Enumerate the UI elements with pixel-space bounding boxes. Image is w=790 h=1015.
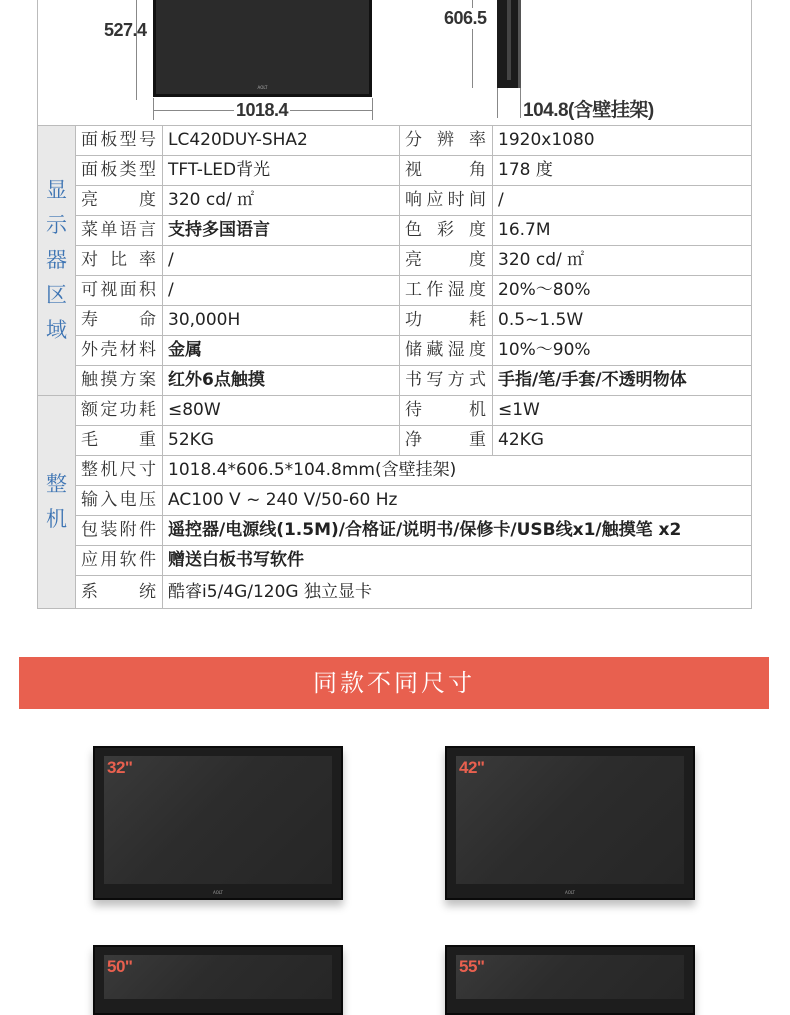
width-tick-left <box>153 98 154 120</box>
panel-model: LC420DUY-SHA2 <box>163 126 400 156</box>
response-label: 响应时间 <box>400 186 493 216</box>
screen-image <box>456 756 684 884</box>
system: 酷睿i5/4G/120G 独立显卡 <box>163 576 752 609</box>
life-label: 寿 命 <box>76 306 163 336</box>
response: / <box>493 186 752 216</box>
table-row <box>38 246 752 276</box>
view-angle: 178 度 <box>493 156 752 186</box>
side-height-dimension: 606.5 <box>444 8 487 28</box>
width-dimension: 1018.4 <box>236 100 289 120</box>
table-row <box>38 306 752 336</box>
color-label: 色 彩 度 <box>400 216 493 246</box>
table-row <box>38 426 752 456</box>
table-row <box>38 486 752 516</box>
table-row <box>38 366 752 396</box>
screen-image <box>456 955 684 999</box>
size-label: 50" <box>107 957 133 976</box>
work-humidity-label: 工作湿度 <box>400 276 493 306</box>
writing-label: 书写方式 <box>400 366 493 396</box>
screen-image <box>104 756 332 884</box>
panel-type-label: 面板类型 <box>76 156 163 186</box>
table-row <box>38 396 752 426</box>
product-card-55[interactable] <box>445 945 695 1015</box>
standby-label: 待 机 <box>400 396 493 426</box>
system-label: 系 统 <box>76 576 163 609</box>
software: 赠送白板书写软件 <box>163 546 752 576</box>
panel-type: TFT-LED背光 <box>163 156 400 186</box>
size-label: 42" <box>459 758 485 777</box>
height-dimension: 527.4 <box>104 20 147 40</box>
table-row <box>38 156 752 186</box>
depth-tick-right <box>520 88 521 118</box>
depth-tick-left <box>497 88 498 118</box>
size-label: 32" <box>107 758 133 777</box>
voltage-label: 输入电压 <box>76 486 163 516</box>
life: 30,000H <box>163 306 400 336</box>
software-label: 应用软件 <box>76 546 163 576</box>
storage-humidity-label: 储藏湿度 <box>400 336 493 366</box>
group-machine: 整机 <box>38 396 76 609</box>
gross-weight-label: 毛 重 <box>76 426 163 456</box>
work-humidity: 20%～80% <box>493 276 752 306</box>
color: 16.7M <box>493 216 752 246</box>
side-view-image <box>497 0 521 88</box>
shell: 金属 <box>163 336 400 366</box>
size: 1018.4*606.5*104.8mm(含壁挂架) <box>163 456 752 486</box>
product-card-32[interactable]: 32" AOLT <box>93 746 343 900</box>
table-row <box>38 336 752 366</box>
net-weight-label: 净 重 <box>400 426 493 456</box>
table-row <box>38 546 752 576</box>
product-card-50[interactable] <box>93 945 343 1015</box>
visible-area: / <box>163 276 400 306</box>
group-display: 显示器区域 <box>38 126 76 396</box>
touch: 红外6点触摸 <box>163 366 400 396</box>
power: 0.5~1.5W <box>493 306 752 336</box>
storage-humidity: 10%～90% <box>493 336 752 366</box>
size-label: 55" <box>459 957 485 976</box>
rated-power: ≤80W <box>163 396 400 426</box>
table-row <box>38 216 752 246</box>
table-row <box>38 186 752 216</box>
brightness: 320 cd/ ㎡ <box>163 186 400 216</box>
width-tick-right <box>372 98 373 120</box>
height-dimension-line <box>136 0 137 100</box>
net-weight: 42KG <box>493 426 752 456</box>
menu-lang-label: 菜单语言 <box>76 216 163 246</box>
touch-label: 触摸方案 <box>76 366 163 396</box>
product-card-42[interactable]: 42" AOLT <box>445 746 695 900</box>
contrast-label: 对 比 率 <box>76 246 163 276</box>
rated-power-label: 额定功耗 <box>76 396 163 426</box>
visible-area-label: 可视面积 <box>76 276 163 306</box>
depth-dimension: 104.8(含壁挂架) <box>523 100 654 121</box>
voltage: AC100 V ~ 240 V/50-60 Hz <box>163 486 752 516</box>
brightness-label: 亮 度 <box>76 186 163 216</box>
resolution-label: 分 辨 率 <box>400 126 493 156</box>
table-row <box>38 576 752 609</box>
gross-weight: 52KG <box>163 426 400 456</box>
shell-label: 外壳材料 <box>76 336 163 366</box>
standby: ≤1W <box>493 396 752 426</box>
table-row <box>38 456 752 486</box>
table-row <box>38 516 752 546</box>
view-angle-label: 视 角 <box>400 156 493 186</box>
resolution: 1920x1080 <box>493 126 752 156</box>
contrast: / <box>163 246 400 276</box>
brightness2-label: 亮 度 <box>400 246 493 276</box>
power-label: 功 耗 <box>400 306 493 336</box>
accessories-label: 包装附件 <box>76 516 163 546</box>
table-row <box>38 276 752 306</box>
writing: 手指/笔/手套/不透明物体 <box>493 366 752 396</box>
screen-image <box>104 955 332 999</box>
section-banner: 同款不同尺寸 <box>19 657 769 709</box>
size-label: 整机尺寸 <box>76 456 163 486</box>
accessories: 遥控器/电源线(1.5M)/合格证/说明书/保修卡/USB线x1/触摸笔 x2 <box>163 516 752 546</box>
panel-model-label: 面板型号 <box>76 126 163 156</box>
spec-table <box>37 125 752 609</box>
brightness2: 320 cd/ ㎡ <box>493 246 752 276</box>
table-row <box>38 126 752 156</box>
front-view-image: AOLT <box>153 0 372 97</box>
menu-lang: 支持多国语言 <box>163 216 400 246</box>
